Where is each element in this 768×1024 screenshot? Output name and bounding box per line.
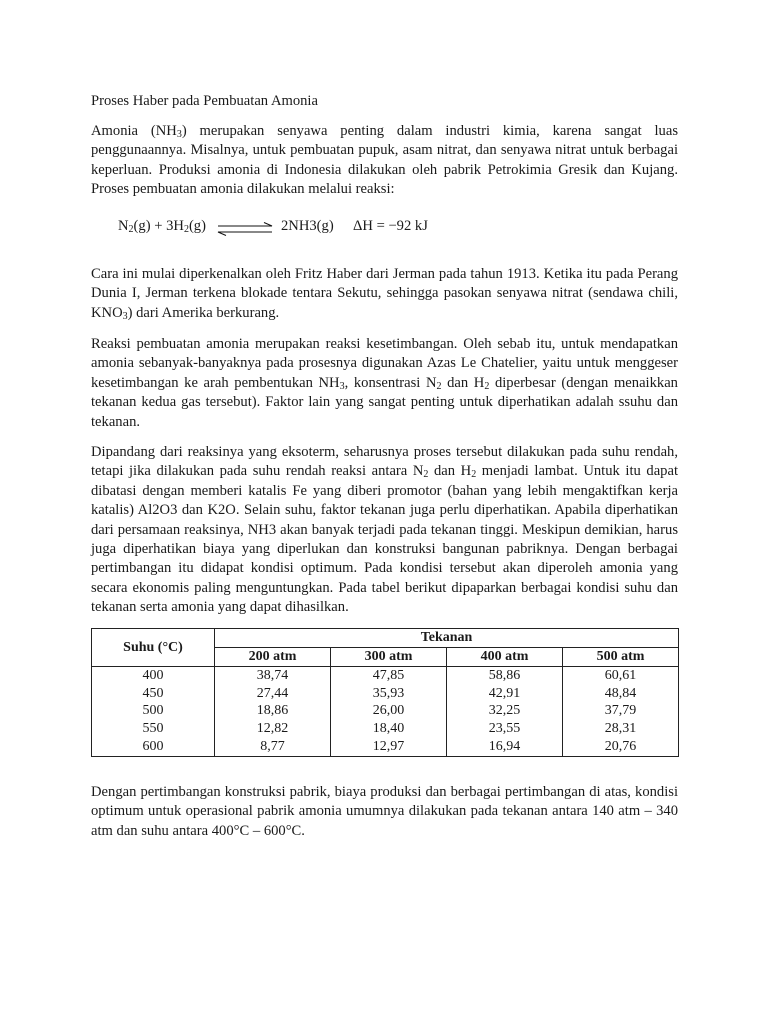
table-cell: 48,84 <box>604 685 637 701</box>
table-cell: 12,97 <box>372 738 405 754</box>
table-body-row <box>92 666 679 756</box>
table-cell: 37,79 <box>604 703 637 719</box>
pressure-header: 400 atm <box>447 648 563 667</box>
suhu-header: Suhu (°C) <box>92 629 215 667</box>
table-cell: 23,55 <box>488 721 521 737</box>
reactants: $N_2(g) + 3H_2(g)$ <box>118 218 206 235</box>
yield-column-300 <box>331 666 447 756</box>
product: 2NH3(g) <box>281 218 334 234</box>
table-cell: 27,44 <box>256 685 289 701</box>
table-cell: 500 <box>142 703 164 719</box>
temperature-column <box>92 666 215 756</box>
table-cell: 42,91 <box>488 685 521 701</box>
paragraph-intro: Amonia $(NH_3)$ merupakan senyawa penting dalam industri kimia, karena sangat luas penggunaannya. Misalnya, untuk pembuatan pupuk, asam nitrat, dan senyawa nitrat untuk berbagai keperluan. Produksi amonia di Indonesia dilakukan oleh pabrik Petrokimia Gresik dan Kujang. Proses pembuatan amonia dilakukan melalui reaksi: <box>91 123 678 198</box>
paragraph-conclusion: Dengan pertimbangan konstruksi pabrik, biaya produksi dan berbagai pertimbangan di atas, kondisi optimum untuk operasional pabrik amonia umumnya dilakukan pada tekanan antara 140 atm – 340 atm dan suhu antara 400°C – 600°C. <box>91 784 678 839</box>
table-cell: 38,74 <box>256 667 289 683</box>
paragraph-equilibrium: Reaksi pembuatan amonia merupakan reaksi kesetimbangan. Oleh sebab itu, untuk mendapatkan amonia sebanyak-banyaknya pada prosesnya digunakan Azas Le Chatelier, yaitu untuk menggeser kesetimbangan ke arah pembentukan $NH_3$, konsentrasi $N_2$ dan $H_2$ diperbesar (dengan menaikkan tekanan kedua gas tersebut). Faktor lain yang sangat penting untuk diperhatikan adalah ssuhu dan tekanan. <box>91 336 678 430</box>
paragraph-history: Cara ini mulai diperkenalkan oleh Fritz Haber dari Jerman pada tahun 1913. Ketika itu pada Perang Dunia I, Jerman terkena blokade tentara Sekutu, sehingga pasokan senyawa nitrat (sendawa chili, $KNO_3$) dari Amerika berkurang. <box>91 266 678 322</box>
table-cell: 58,86 <box>488 667 521 683</box>
table-cell: 47,85 <box>372 667 405 683</box>
pressure-header: 200 atm <box>215 648 331 667</box>
table-cell: 35,93 <box>372 685 405 701</box>
table-cell: 18,40 <box>372 721 405 737</box>
table-cell: 32,25 <box>488 703 521 719</box>
ammonia-yield-table <box>91 628 679 757</box>
table-cell: 600 <box>142 738 164 754</box>
table-cell: 60,61 <box>604 667 637 683</box>
yield-column-500 <box>563 666 679 756</box>
table-cell: 8,77 <box>260 738 285 754</box>
pressure-header: 500 atm <box>563 648 679 667</box>
table-cell: 18,86 <box>256 703 289 719</box>
document-title: Proses Haber pada Pembuatan Amonia <box>91 93 318 109</box>
tekanan-header: Tekanan <box>215 629 679 648</box>
yield-column-200 <box>215 666 331 756</box>
yield-column-400 <box>447 666 563 756</box>
table-cell: 26,00 <box>372 703 405 719</box>
table-cell: 28,31 <box>604 721 637 737</box>
table-cell: 400 <box>142 667 164 683</box>
paragraph-conditions: Dipandang dari reaksinya yang eksoterm, seharusnya proses tersebut dilakukan pada suhu rendah, tetapi jika dilakukan pada suhu rendah reaksi antara $N_2$ dan $H_2$ menjadi lambat. Untuk itu dapat dibatasi dengan memberi katalis Fe yang diberi promotor (bahan yang lebih mengaktifkan kerja katalis) Al2O3 dan K2O. Selain suhu, faktor tekanan juga perlu diperhatikan. Apabila diperhatikan dari persamaan reaksinya, NH3 akan banyak terjadi pada tekanan tinggi. Meskipun demikian, harus juga diperhatikan biaya yang diperlukan dan konstruksi bangunan pabriknya. Dengan berbagai pertimbangan itu didapat kondisi optimum. Pada kondisi tersebut akan diperoleh amonia yang secara ekonomis paling menguntungkan. Pada tabel berikut dipaparkan berbagai kondisi suhu dan tekanan serta amonia yang dapat dihasilkan. <box>91 444 679 616</box>
pressure-header: 300 atm <box>331 648 447 667</box>
table-cell: 550 <box>142 721 164 737</box>
table-cell: 20,76 <box>604 738 637 754</box>
enthalpy-change: ΔH = −92 kJ <box>353 218 428 234</box>
table-cell: 16,94 <box>488 738 521 754</box>
table-cell: 12,82 <box>256 721 289 737</box>
equilibrium-arrows-icon <box>216 222 274 236</box>
table-cell: 450 <box>142 685 164 701</box>
